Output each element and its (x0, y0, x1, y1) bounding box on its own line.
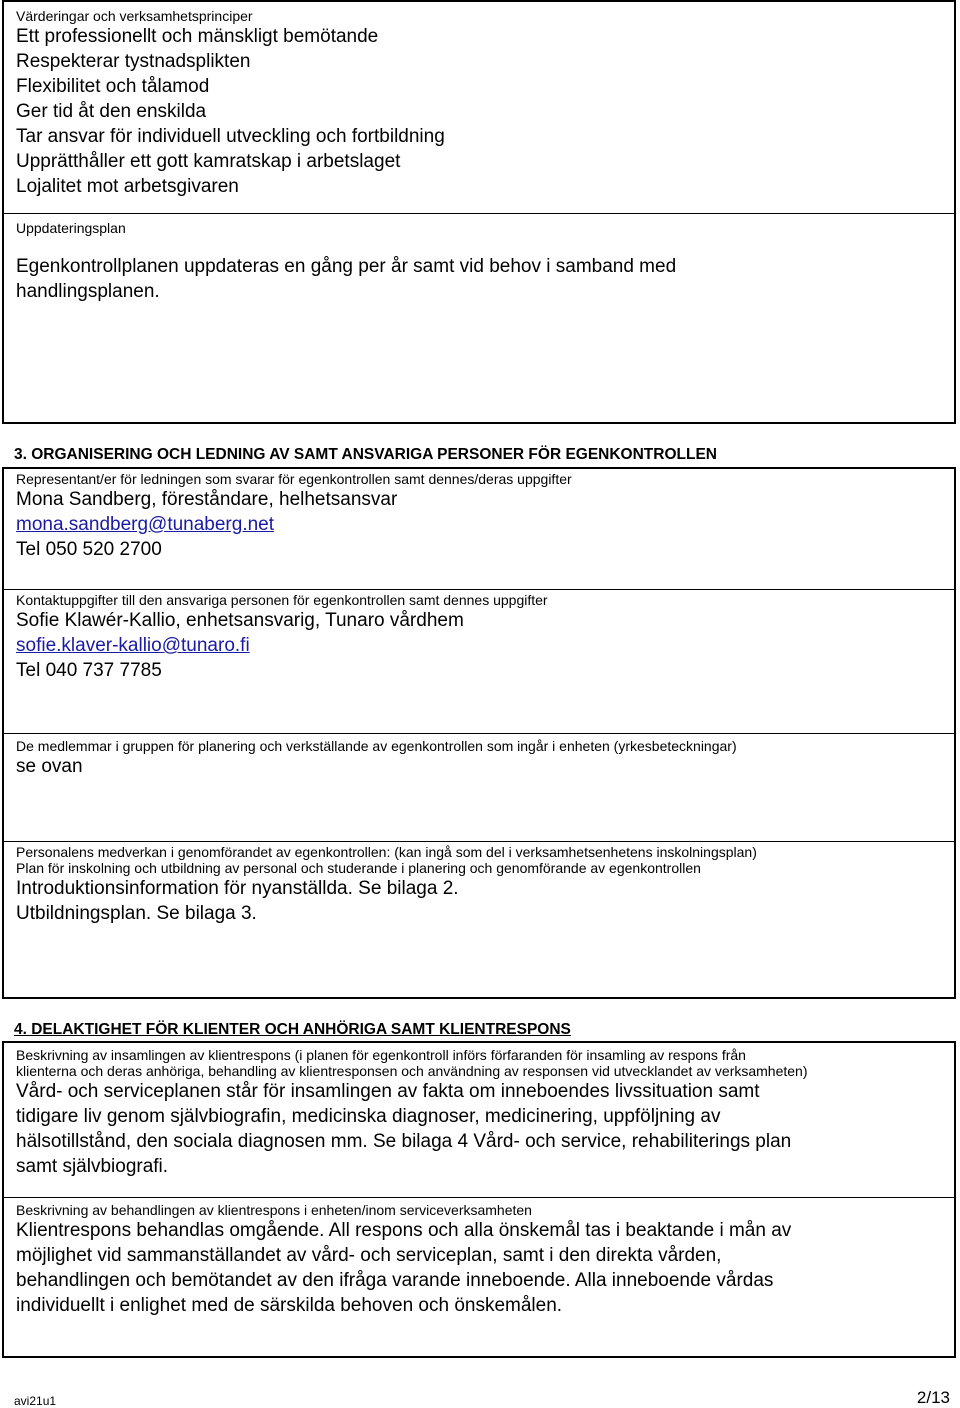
collection-text: tidigare liv genom självbiografin, medicinska diagnoser, medicinering, uppföljning av (16, 1106, 721, 1127)
update-plan-text: Egenkontrollplanen uppdateras en gång per år samt vid behov i samband med (16, 256, 677, 277)
update-plan-cell (4, 214, 954, 422)
values-item: Respekterar tystnadsplikten (16, 51, 251, 72)
values-item: Ger tid åt den enskilda (16, 101, 207, 122)
group-value: se ovan (16, 756, 83, 777)
handling-text: individuellt i enlighet med de särskilda behoven och önskemålen. (16, 1295, 563, 1316)
collection-text: Vård- och serviceplanen står för insamlingen av fakta om inneboendes livssituation samt (16, 1081, 760, 1102)
update-plan-label: Uppdateringsplan (16, 220, 126, 236)
section-3-box (2, 467, 956, 999)
values-item: Lojalitet mot arbetsgivaren (16, 176, 239, 197)
group-label: De medlemmar i gruppen för planering och verkställande av egenkontrollen som ingår i enheten (yrkesbeteckningar) (16, 738, 737, 754)
values-label: Värderingar och verksamhetsprinciper (16, 8, 253, 24)
responsible-cell (4, 590, 954, 734)
collection-label: klienterna och deras anhöriga, behandling av klientresponsen och användning av responsen vid utvecklandet av verksamheten) (16, 1063, 808, 1079)
collection-cell (4, 1043, 954, 1198)
values-cell (4, 2, 954, 214)
staff-text: Utbildningsplan. Se bilaga 3. (16, 903, 257, 924)
collection-label: Beskrivning av insamlingen av klientrespons (i planen för egenkontroll införs förfaranden för insamling av respons från (16, 1047, 746, 1063)
handling-cell (4, 1198, 954, 1356)
values-box (2, 0, 956, 424)
management-name: Mona Sandberg, föreståndare, helhetsansvar (16, 489, 398, 510)
management-label: Representant/er för ledningen som svarar för egenkontrollen samt dennes/deras uppgifter (16, 471, 572, 487)
staff-label: Plan för inskolning och utbildning av personal och studerande i planering och genomförande av egenkontrollen (16, 860, 701, 876)
update-plan-text: handlingsplanen. (16, 281, 160, 302)
handling-text: behandlingen och bemötandet av den ifråga varande inneboende. Alla inneboende vårdas (16, 1270, 774, 1291)
responsible-label: Kontaktuppgifter till den ansvariga personen för egenkontrollen samt dennes uppgifter (16, 592, 548, 608)
footer-doc-code: avi21u1 (14, 1394, 57, 1408)
section-3-heading: 3. ORGANISERING OCH LEDNING AV SAMT ANSVARIGA PERSONER FÖR EGENKONTROLLEN (14, 446, 717, 463)
handling-label: Beskrivning av behandlingen av klientrespons i enheten/inom serviceverksamheten (16, 1202, 532, 1218)
responsible-phone: Tel 040 737 7785 (16, 660, 162, 681)
section-4-box (2, 1041, 956, 1358)
footer-page-number: 2/13 (916, 1388, 950, 1407)
values-item: Flexibilitet och tålamod (16, 76, 210, 97)
management-phone: Tel 050 520 2700 (16, 539, 162, 560)
section-4-heading: 4. DELAKTIGHET FÖR KLIENTER OCH ANHÖRIGA SAMT KLIENTRESPONS (14, 1021, 571, 1038)
responsible-name: Sofie Klawér-Kallio, enhetsansvarig, Tunaro vårdhem (16, 610, 464, 631)
values-item: Tar ansvar för individuell utveckling och fortbildning (16, 126, 445, 147)
handling-text: Klientrespons behandlas omgående. All respons och alla önskemål tas i beaktande i mån av (16, 1220, 792, 1241)
group-cell (4, 734, 954, 842)
values-item: Upprätthåller ett gott kamratskap i arbetslaget (16, 151, 401, 172)
management-cell (4, 469, 954, 590)
management-email-link[interactable]: mona.sandberg@tunaberg.net (16, 514, 275, 535)
values-item: Ett professionellt och mänskligt bemötande (16, 26, 379, 47)
responsible-email-link[interactable]: sofie.klaver-kallio@tunaro.fi (16, 635, 250, 656)
collection-text: hälsotillstånd, den sociala diagnosen mm. Se bilaga 4 Vård- och service, rehabiliterings plan (16, 1131, 792, 1152)
staff-cell (4, 842, 954, 997)
staff-label: Personalens medverkan i genomförandet av egenkontrollen: (kan ingå som del i verksamhetsenhetens inskolningsplan) (16, 844, 757, 860)
handling-text: möjlighet vid sammanställandet av vård- och serviceplan, samt i den direkta vården, (16, 1245, 722, 1266)
collection-text: samt självbiografi. (16, 1156, 169, 1177)
staff-text: Introduktionsinformation för nyanställda. Se bilaga 2. (16, 878, 459, 899)
